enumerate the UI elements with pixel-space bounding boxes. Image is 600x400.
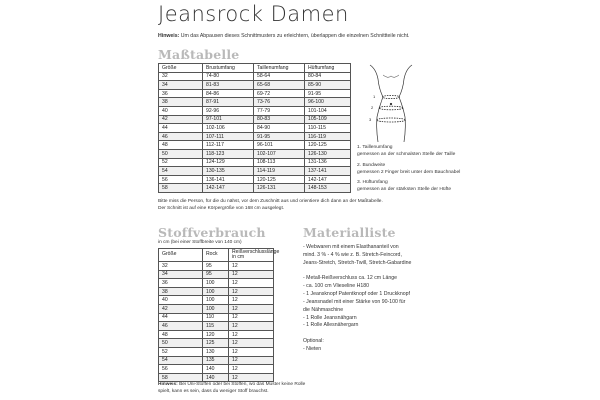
size-table-row (159, 115, 351, 124)
size-table-cell: 120-125 (305, 141, 351, 150)
size-table-cell: 40 (159, 106, 203, 115)
materials-list (303, 244, 411, 354)
fabric-table-cell: 58 (159, 373, 203, 382)
size-table-cell: 148-153 (305, 184, 351, 193)
fabric-table-cell: 12 (229, 347, 274, 356)
figure-marker-2: 2 (371, 105, 374, 110)
size-table-cell: 114-119 (254, 167, 305, 176)
size-table-cell: 124-129 (203, 158, 254, 167)
size-table-col-header: Brustumfang (203, 64, 254, 73)
fabric-table-cell: 125 (203, 339, 229, 348)
size-table-row (159, 141, 351, 150)
fabric-table-cell: 12 (229, 270, 274, 279)
size-table-row (159, 167, 351, 176)
materials-item: mind. 3 % - 4 % wie z. B. Stretch-Feincord, (303, 251, 402, 258)
size-table-cell: 96-100 (305, 98, 351, 107)
fabric-note-line: spielt, kann es sein, dass du weniger Stoff brauchst. (158, 388, 269, 394)
fabric-note (158, 382, 305, 395)
fabric-table-cell: 54 (159, 356, 203, 365)
fabric-table-cell: 52 (159, 347, 203, 356)
size-table-cell: 130-135 (203, 167, 254, 176)
size-table-cell: 50 (159, 149, 203, 158)
size-table-cell: 80-83 (254, 115, 305, 124)
fabric-note-text: Bei Uni-Stoffen oder bei Stoffen, wo das Muster keine Rolle (179, 382, 306, 387)
size-table-cell: 107-111 (203, 132, 254, 141)
fabric-table-cell: 32 (159, 262, 203, 271)
size-table-cell: 92-96 (203, 106, 254, 115)
size-table-cell: 65-68 (254, 81, 305, 90)
fabric-table-row (159, 339, 274, 348)
size-table (158, 63, 351, 193)
fabric-table-cell: 44 (159, 313, 203, 322)
size-table-cell: 110-115 (305, 124, 351, 133)
fabric-table-row (159, 296, 274, 305)
size-table-cell: 38 (159, 98, 203, 107)
size-table-cell: 34 (159, 81, 203, 90)
size-table-cell: 81-83 (203, 81, 254, 90)
materials-item: - 1 Rolle Allesnähergarn (303, 322, 359, 329)
fabric-table-cell: 12 (229, 330, 274, 339)
fabric-table-col-header: Rock (203, 249, 229, 262)
size-table-cell: 131-136 (305, 158, 351, 167)
size-table-cell: 108-113 (254, 158, 305, 167)
fabric-table-cell: 12 (229, 262, 274, 271)
legend-hip-desc: gemessen an der stärksten Stelle der Hüfte (357, 187, 452, 192)
size-table-cell: 97-101 (203, 115, 254, 124)
size-table-cell: 74-80 (203, 72, 254, 81)
materials-item: Jeans-Stretch, Stretch-Twill, Stretch-Gabardine (303, 259, 412, 266)
size-table-cell: 84-90 (254, 124, 305, 133)
size-table-cell: 77-79 (254, 106, 305, 115)
fabric-note-line (158, 382, 305, 389)
fabric-table-cell: 12 (229, 322, 274, 331)
size-table-cell: 85-90 (305, 81, 351, 90)
size-table-row (159, 81, 351, 90)
fabric-table-cell: 120 (203, 330, 229, 339)
fabric-table-cell: 46 (159, 322, 203, 331)
fabric-table-cell: 100 (203, 296, 229, 305)
materials-item (303, 268, 411, 276)
legend-waistband-label: 2. Bundweite (357, 163, 386, 168)
fabric-table-row (159, 347, 274, 356)
materials-item: - Nieten (303, 345, 322, 352)
hint-text: Um das Abpausen dieses Schnittmusters zu erleichtern, überlappen die einzelnen Schnittteile nicht. (180, 33, 410, 39)
materials-item: - Metall-Reißverschluss ca. 12 cm Länge (303, 275, 397, 282)
size-table-note (158, 199, 383, 213)
fabric-table-cell: 38 (159, 287, 203, 296)
materials-item: - Jeansnadel mit einer Stärke von 90-100 für (303, 298, 406, 305)
fabric-table-cell: 135 (203, 356, 229, 365)
legend-waist-desc: gemessen an der schmalsten Stelle der Taille (357, 152, 456, 157)
fabric-table-cell: 40 (159, 296, 203, 305)
fabric-table-cell: 12 (229, 313, 274, 322)
fabric-table-cell: 12 (229, 356, 274, 365)
fabric-table-cell: 12 (229, 304, 274, 313)
fabric-table-cell: 12 (229, 296, 274, 305)
size-table-cell: 112-117 (203, 141, 254, 150)
fabric-table-cell: 48 (159, 330, 203, 339)
fabric-table-cell: 42 (159, 304, 203, 313)
size-table-cell: 142-147 (203, 184, 254, 193)
size-table-cell: 101-104 (305, 106, 351, 115)
fabric-subtitle: in cm (bei einer Stoffbreite von 140 cm) (158, 240, 242, 245)
materials-item: - Webwaren mit einem Elasthananteil von (303, 244, 399, 250)
fabric-table-cell: 12 (229, 287, 274, 296)
fabric-table-row (159, 373, 274, 382)
fabric-table (158, 248, 280, 382)
fabric-table-row (159, 313, 274, 322)
figure-marker-1: 1 (373, 94, 376, 99)
size-table-row (159, 158, 351, 167)
size-table-row (159, 184, 351, 193)
materials-item: - 1 Jeansknopf Patentknopf oder 1 Druckknopf (303, 291, 410, 298)
size-table-cell: 58-64 (254, 72, 305, 81)
fabric-table-cell: 12 (229, 373, 274, 382)
size-table-row (159, 132, 351, 141)
fabric-table-row (159, 356, 274, 365)
size-table-cell: 126-130 (305, 149, 351, 158)
fabric-table-cell: 130 (203, 347, 229, 356)
fabric-table-cell: 50 (159, 339, 203, 348)
size-table-cell: 137-141 (305, 167, 351, 176)
hint-label: Hinweis: (158, 33, 180, 39)
size-table-cell: 142-147 (305, 175, 351, 184)
fabric-table-header-row (159, 249, 274, 262)
size-table-cell: 120-125 (254, 175, 305, 184)
size-table-cell: 102-107 (254, 149, 305, 158)
body-measurement-icon (366, 63, 416, 143)
fabric-table-cell: 12 (229, 365, 274, 374)
materials-item: - ca. 100 cm Vlieseline H180 (303, 283, 370, 290)
fabric-table-cell: 36 (159, 279, 203, 288)
size-table-col-header: Größe (159, 64, 203, 73)
size-table-cell: 54 (159, 167, 203, 176)
fabric-table-cell: 115 (203, 322, 229, 331)
size-table-cell: 73-76 (254, 98, 305, 107)
size-table-note-line: Der Schnitt ist auf eine Körpergröße von 168 cm ausgelegt. (158, 205, 285, 211)
materials-item: die Nähmaschine (303, 306, 344, 313)
size-table-cell: 91-95 (305, 89, 351, 98)
legend-waistband-desc: gemessen 2 Finger breit unter dem Bauchnabel (357, 170, 461, 175)
size-table-cell: 48 (159, 141, 203, 150)
size-table-cell: 56 (159, 175, 203, 184)
size-table-cell: 80-84 (305, 72, 351, 81)
size-table-col-header: Hüftumfang (305, 64, 351, 73)
fabric-table-cell: 56 (159, 365, 203, 374)
fabric-table-row (159, 262, 274, 271)
fabric-table-cell: 34 (159, 270, 203, 279)
fabric-table-row (159, 330, 274, 339)
size-table-row (159, 175, 351, 184)
size-table-cell: 52 (159, 158, 203, 167)
legend-hip-label: 3. Hüftumfang (357, 180, 388, 185)
materials-item (303, 330, 411, 338)
fabric-table-cell: 12 (229, 339, 274, 348)
size-table-heading: Maßtabelle (158, 47, 240, 62)
fabric-table-cell: 95 (203, 270, 229, 279)
fabric-table-row (159, 270, 274, 279)
size-table-cell: 84-86 (203, 89, 254, 98)
size-table-row (159, 72, 351, 81)
fabric-table-row (159, 322, 274, 331)
materials-heading: Materialliste (303, 225, 396, 240)
size-table-cell: 46 (159, 132, 203, 141)
size-table-row (159, 106, 351, 115)
size-table-col-header: Taillenumfang (254, 64, 305, 73)
size-table-cell: 96-101 (254, 141, 305, 150)
size-table-cell: 105-109 (305, 115, 351, 124)
size-table-row (159, 98, 351, 107)
fabric-table-cell: 12 (229, 279, 274, 288)
size-table-row (159, 89, 351, 98)
materials-item: - 1 Rolle Jeansnähgarn (303, 314, 357, 321)
size-table-cell: 126-131 (254, 184, 305, 193)
size-table-row (159, 124, 351, 133)
fabric-table-cell: 110 (203, 313, 229, 322)
hint-note (158, 33, 409, 39)
size-table-cell: 118-123 (203, 149, 254, 158)
fabric-table-cell: 100 (203, 304, 229, 313)
size-table-cell: 42 (159, 115, 203, 124)
size-table-cell: 32 (159, 72, 203, 81)
fabric-table-cell: 100 (203, 287, 229, 296)
fabric-table-col-header: Größe (159, 249, 203, 262)
size-table-cell: 136-141 (203, 175, 254, 184)
fabric-table-cell: 95 (203, 262, 229, 271)
fabric-table-row (159, 279, 274, 288)
size-table-row (159, 149, 351, 158)
fabric-heading: Stoffverbrauch (158, 225, 266, 240)
figure-marker-3: 3 (369, 117, 372, 122)
fabric-table-row (159, 287, 274, 296)
size-table-note-line: Bitte miss die Person, für die du nähst, vor dem Zuschnitt aus und orientiere dich dann an der Maßtabelle. (158, 199, 383, 204)
size-table-cell: 69-72 (254, 89, 305, 98)
size-table-cell: 58 (159, 184, 203, 193)
size-table-cell: 87-91 (203, 98, 254, 107)
fabric-table-cell: 100 (203, 279, 229, 288)
size-table-cell: 102-106 (203, 124, 254, 133)
fabric-table-col-header: Reißverschlusslänge in cm (229, 249, 274, 262)
page-title: Jeansrock Damen (158, 2, 349, 26)
fabric-table-cell: 140 (203, 373, 229, 382)
fabric-table-row (159, 365, 274, 374)
size-table-cell: 44 (159, 124, 203, 133)
fabric-table-row (159, 304, 274, 313)
fabric-table-cell: 140 (203, 365, 229, 374)
size-table-cell: 36 (159, 89, 203, 98)
size-table-cell: 116-119 (305, 132, 351, 141)
size-table-header-row (159, 64, 351, 73)
fabric-note-label: Hinweis: (158, 382, 178, 387)
materials-item: Optional: (303, 338, 324, 345)
size-table-cell: 91-95 (254, 132, 305, 141)
legend-waist-label: 1. Taillenumfang (357, 145, 393, 150)
